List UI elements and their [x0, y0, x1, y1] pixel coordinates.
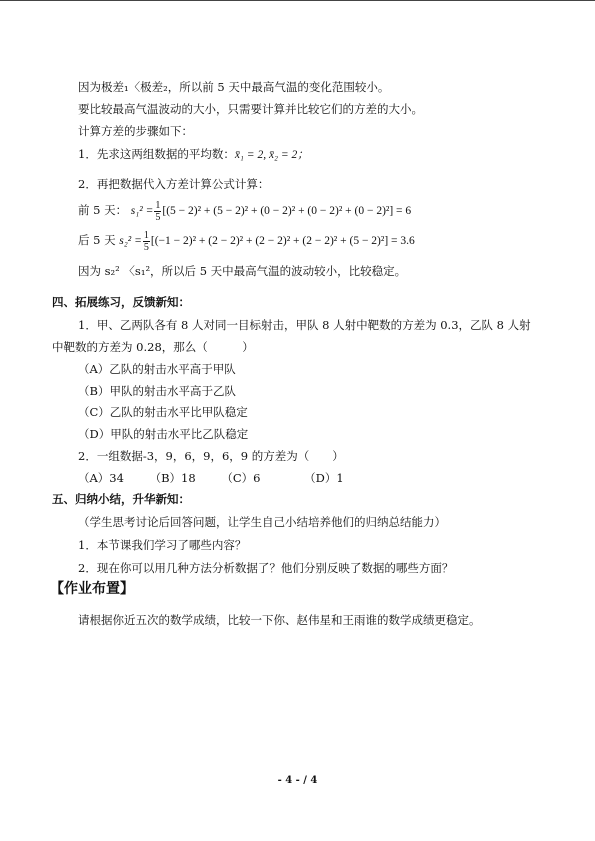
homework-text: 请根据你近五次的数学成绩，比较一下你、赵伟星和王雨谁的数学成绩更稳定。	[78, 613, 481, 627]
line-step-1	[78, 147, 309, 162]
section-5-heading: 五、归纳小结，升华新知：	[52, 492, 190, 506]
q2-option-b: （B）18	[149, 471, 196, 485]
formula-first-5-days	[78, 198, 411, 223]
line-steps-heading: 计算方差的步骤如下：	[78, 124, 193, 138]
formula-2-lhs: s₂² =	[119, 235, 142, 247]
formula-last-5-days	[78, 228, 415, 253]
fraction-numerator: 1	[155, 199, 161, 211]
fraction-numerator: 1	[143, 229, 149, 241]
option-d: （D）甲队的射击水平比乙队稳定	[78, 427, 249, 441]
formula-2-fraction	[143, 230, 150, 253]
formula-1-lhs: s₁² =	[130, 205, 154, 217]
formula-1-fraction	[154, 200, 161, 223]
question-2: 2．一组数据-3，9，6，9，6，9 的方差为（ ）	[78, 449, 344, 463]
line-variance-intro: 要比较最高气温波动的大小，只需要计算并比较它们的方差的大小。	[78, 102, 423, 116]
question-1-line-2: 中靶数的方差为 0.28，那么（ ）	[52, 340, 254, 354]
step-1-means: x̄₁ = 2, x̄₂ = 2；	[234, 149, 309, 161]
option-b: （B）甲队的射击水平高于乙队	[78, 384, 236, 398]
step-1-text: 1．先求这两组数据的平均数：	[78, 147, 235, 161]
line-step-2: 2．再把数据代入方差计算公式计算：	[78, 177, 270, 191]
formula-1-rhs: [(5 − 2)² + (5 − 2)² + (0 − 2)² + (0 − 2)² + (0 − 2)²] = 6	[162, 205, 412, 217]
fraction-denominator: 5	[155, 211, 161, 223]
summary-question-2: 2．现在你可以用几种方法分析数据了？他们分别反映了数据的哪些方面？	[78, 561, 454, 575]
q2-option-a: （A）34	[78, 471, 124, 485]
formula-2-rhs: [(−1 − 2)² + (2 − 2)² + (2 − 2)² + (2 − 2)² + (5 − 2)²] = 3.6	[150, 235, 415, 247]
line-range-comparison: 因为极差₁〈极差₂，所以前 5 天中最高气温的变化范围较小。	[78, 80, 390, 94]
top-border	[0, 0, 595, 1]
formula-1-label: 前 5 天：	[78, 203, 128, 217]
fraction-denominator: 5	[143, 241, 149, 253]
question-2-options	[78, 471, 344, 485]
q2-option-c: （C）6	[221, 471, 261, 485]
option-c: （C）乙队的射击水平比甲队稳定	[78, 405, 248, 419]
section-4-heading: 四、拓展练习，反馈新知：	[52, 295, 190, 309]
formula-2-label: 后 5 天	[78, 233, 116, 247]
question-1-line-1: 1．甲、乙两队各有 8 人对同一目标射击，甲队 8 人射中靶数的方差为 0.3，乙队 8 人射	[78, 318, 531, 332]
homework-heading: 【作业布置】	[50, 581, 134, 597]
summary-question-1: 1．本节课我们学习了哪些内容？	[78, 538, 247, 552]
q2-option-d: （D）1	[304, 471, 344, 485]
line-conclusion: 因为 s₂² 〈s₁²，所以后 5 天中最高气温的波动较小，比较稳定。	[78, 264, 407, 278]
page-number: - 4 - / 4	[277, 775, 318, 786]
option-a: （A）乙队的射击水平高于甲队	[78, 362, 236, 376]
summary-note: （学生思考讨论后回答问题，让学生自己小结培养他们的归纳总结能力）	[78, 515, 446, 529]
